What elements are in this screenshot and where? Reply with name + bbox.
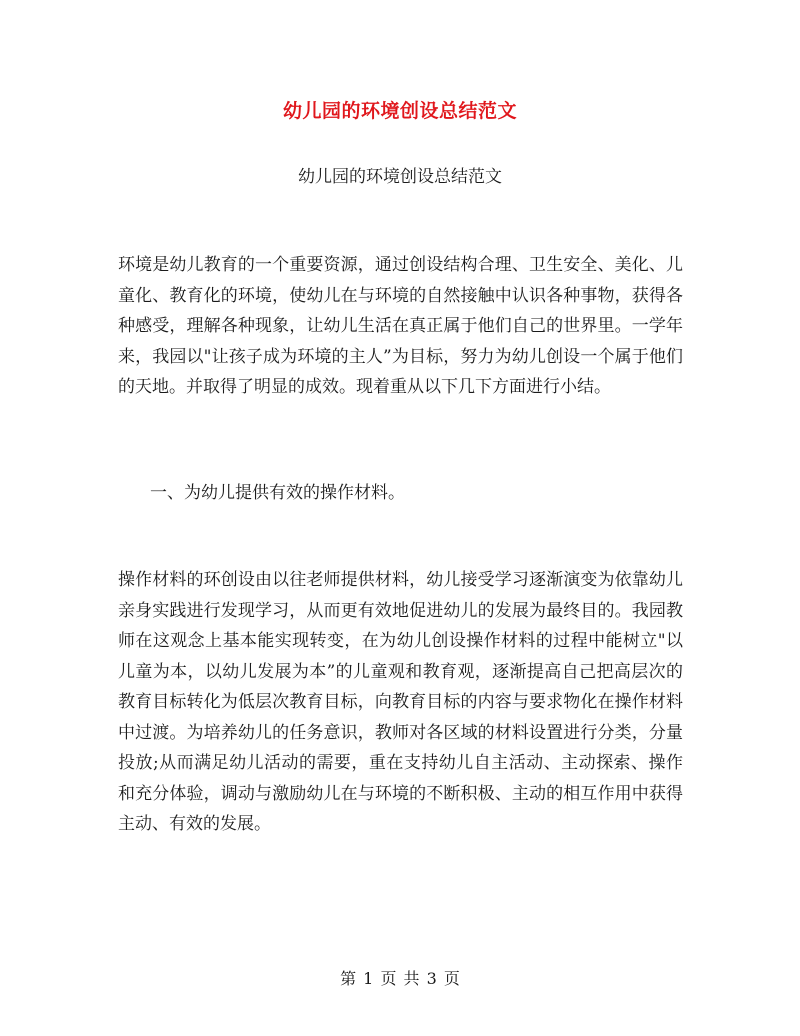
page-number-footer: 第 1 页 共 3 页 — [340, 969, 460, 988]
document-subtitle: 幼儿园的环境创设总结范文 — [298, 167, 502, 187]
document-title: 幼儿园的环境创设总结范文 — [282, 100, 517, 122]
section-heading-1: 一、为幼儿提供有效的操作材料。 — [150, 483, 405, 503]
body-paragraph-intro: 环境是幼儿教育的一个重要资源，通过创设结构合理、卫生安全、美化、儿童化、教育化的环境，使幼儿在与环境的自然接触中认识各种事物，获得各种感受，理解各种现象，让幼儿生活在真正属于他们自己的世界里。一学年来，我园以"让孩子成为环境的主人”为目标，努力为幼儿创设一个属于他们的天地。并取得了明显的成效。现着重从以下几下方面进行小结。 — [118, 255, 683, 397]
body-paragraph-materials: 操作材料的环创设由以往老师提供材料，幼儿接受学习逐渐演变为依靠幼儿亲身实践进行发现学习，从而更有效地促进幼儿的发展为最终目的。我园教师在这观念上基本能实现转变，在为幼儿创设操作材料的过程中能树立"以儿童为本，以幼儿发展为本”的儿童观和教育观，逐渐提高自己把高层次的教育目标转化为低层次教育目标，向教育目标的内容与要求物化在操作材料中过渡。为培养幼儿的任务意识，教师对各区域的材料设置进行分类，分量投放;从而满足幼儿活动的需要，重在支持幼儿自主活动、主动探索、操作和充分体验，调动与激励幼儿在与环境的不断积极、主动的相互作用中获得主动、有效的发展。 — [118, 570, 683, 834]
